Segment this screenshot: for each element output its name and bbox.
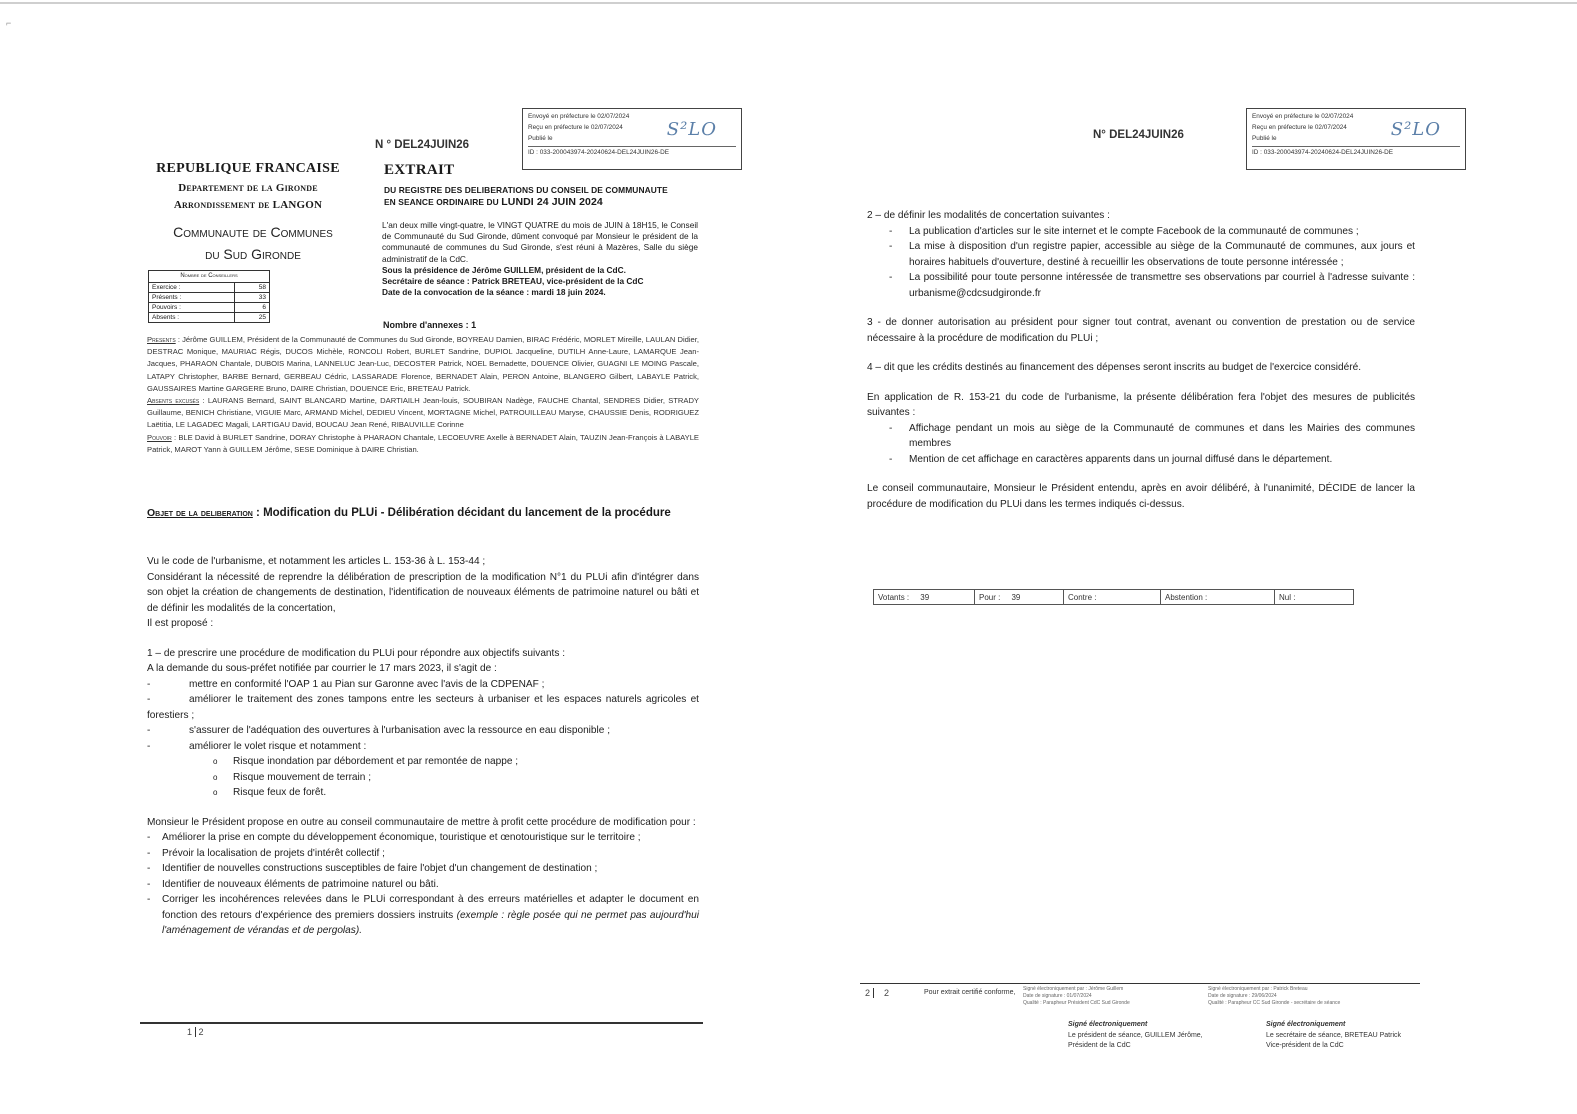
president-propose: Monsieur le Président propose en outre au conseil communautaire de mettre à profit cette procédure de modification pour : <box>147 816 696 828</box>
seance-line <box>384 196 704 208</box>
pouvoir-paragraph <box>147 432 699 456</box>
page-2 <box>860 0 1441 1114</box>
list-item: - Corriger les incohérences relevées dans le PLUi correspondant à des erreurs matérielles et adapter le document en fonction des retours d'expérience des premiers dossiers instruits (exemple : règle posée qui ne permet pas aujourd'hui l'aménagement de vérandas et de pergolas). <box>147 894 699 936</box>
intro-text: L'an deux mille vingt-quatre, le VINGT QUATRE du mois de JUIN à 18H15, le Conseil de Communauté du Sud Gironde, dûment convoqué par Monsieur le président de la communauté de communes du Sud Gironde, s'est réuni à Mazères, Salle du siège administratif de la CdC. <box>382 220 698 264</box>
list-item: - améliorer le volet risque et notamment : <box>147 740 367 752</box>
risk-item: o Risque mouvement de terrain ; <box>213 771 372 783</box>
point-2-intro: 2 – de définir les modalités de concertation suivantes : <box>867 210 1110 221</box>
list-item: - Prévoir la localisation de projets d'intérêt collectif ; <box>147 847 385 859</box>
objet-label: Objet de la deliberation <box>147 507 253 519</box>
seance-intro <box>382 220 698 298</box>
page-1 <box>140 0 717 1114</box>
page-total: 2 <box>873 988 889 998</box>
absents-label: Absents excusés <box>147 396 200 406</box>
list-item: - mettre en conformité l'OAP 1 au Pian sur Garonne avec l'avis de la CDPENAF ; <box>147 678 545 690</box>
deliberation-body-page1 <box>147 554 699 939</box>
count-label: Présents : <box>149 293 235 303</box>
count-value: 6 <box>235 303 270 313</box>
point-3: 3 - de donner autorisation au président pour signer tout contrat, avenant ou convention de prestation ou de service nécessaire à la procédure de modification du PLUi ; <box>867 317 1415 344</box>
count-row <box>149 303 270 313</box>
cdc-line-1: Communaute de Communes <box>173 224 333 240</box>
count-label: Absents : <box>149 313 235 323</box>
deliberation-number: N° DEL24JUIN26 <box>1093 129 1184 141</box>
sig1-title: Signé électroniquement <box>1068 1021 1148 1028</box>
stlo-signature: S²LO <box>1390 119 1441 140</box>
stamp-publie: Publié le <box>1252 135 1277 142</box>
republique-title: REPUBLIQUE FRANCAISE <box>156 161 340 176</box>
count-label: Pouvoirs : <box>149 303 235 313</box>
seance-prefix: EN SEANCE ORDINAIRE DU <box>384 197 499 207</box>
stamp-recu: Reçu en préfecture le 02/07/2024 <box>1252 124 1347 131</box>
list-item: - La publication d'articles sur le site internet et le compte Facebook de la communauté de communes ; <box>889 225 1359 237</box>
stamp-id: ID : 033-200043974-20240624-DEL24JUIN26-DE <box>528 146 736 158</box>
departement-title: Departement de la Gironde <box>178 182 318 194</box>
seance-date: LUNDI 24 JUIN 2024 <box>501 196 603 208</box>
stlo-signature: S²LO <box>666 119 717 140</box>
risk-item: o Risque inondation par débordement et par remontée de nappe ; <box>213 756 519 767</box>
councillors-count-table <box>148 270 270 323</box>
certifie-conforme: Pour extrait certifié conforme, <box>924 989 1016 996</box>
footer-rule <box>140 1022 703 1024</box>
extrait-title: EXTRAIT <box>384 162 455 178</box>
signature-president <box>1068 1020 1248 1052</box>
conclusion-text: Le conseil communautaire, Monsieur le Président entendu, après en avoir délibéré, à l'unanimité, DÉCIDE de lancer la procédure de modification du PLUi dans les termes indiqués ci-dessus. <box>867 483 1415 510</box>
list-item: - Améliorer la prise en compte du développement économique, touristique et œnotouristique sur le territoire ; <box>147 832 641 843</box>
count-value: 58 <box>235 283 270 293</box>
objet-heading <box>147 505 699 522</box>
list-item: - Affichage pendant un mois au siège de la Communauté de communes et dans les Mairies des communes membres <box>889 422 1415 449</box>
stamp-id: ID : 033-200043974-20240624-DEL24JUIN26-DE <box>1252 146 1460 158</box>
list-item: - Mention de cet affichage en caractères apparents dans un journal diffusé dans le département. <box>889 453 1333 465</box>
absents-list: : LAURANS Bernard, SAINT BLANCARD Martine, DARTIAILH Jean-louis, SOUBIRAN Nadège, FAUCHE Chantal, SENDRES Didier, STRADY Guillaume, BENICH Christiane, VIGUIE Marc, ARMAND Michel, DEDIEU Vincent, MORTAGNE Michel, PATROUILLEAU Maryse, CHAUSSIE Denis, RODRIGUEZ Laëtitia, LE LAGADEC Magali, LARTIGAU David, BOUCAU Jean René, RIBAUVILLE Corinne <box>147 396 699 430</box>
sig2-line2: Vice-président de la CdC <box>1266 1042 1344 1049</box>
vote-cell: Contre : <box>1064 590 1161 605</box>
application-text: En application de R. 153-21 du code de l'urbanisme, la présente délibération fera l'objet des mesures de publicités suivantes : <box>867 391 1415 418</box>
scan-mark: ⌐ <box>6 18 12 28</box>
stamp-envoye: Envoyé en préfecture le 02/07/2024 <box>528 113 630 120</box>
counts-title: Nombre de Conseillers <box>149 271 270 283</box>
sig2-line1: Le secrétaire de séance, BRETEAU Patrick <box>1266 1031 1402 1039</box>
list-item: - améliorer le traitement des zones tampons entre les secteurs à urbaniser et les espaces naturels agricoles et forestiers ; <box>147 694 699 721</box>
deliberation-number: N ° DEL24JUIN26 <box>375 139 470 151</box>
absents-paragraph <box>147 395 699 432</box>
considerant-text: Considérant la nécessité de reprendre la délibération de prescription de la modification N°1 du PLUi afin d'intégrer dans son objet la création de changements de destination, l'identification de nouveaux éléments de patrimoine naturel ou bâti et de définir les modalités de la concertation, <box>147 571 699 614</box>
cdc-name <box>140 221 366 265</box>
point-1-intro: 1 – de prescrire une procédure de modification du PLUi pour répondre aux objectifs suivants : <box>147 647 566 659</box>
propose-text: Il est proposé : <box>147 618 214 629</box>
presents-list: : Jérôme GUILLEM, Président de la Communauté de Communes du Sud Gironde, BOYREAU Damien, BIRAC Frédéric, MORLET Mireille, LAULAN Didier, DESTRAC Monique, MAURIAC Régis, DUCOS Michèle, RONCOLI Robert, BURLET Sandrine, DUPIOL Jacqueline, DUTILH Anne-Laure, LAMARQUE Jean-Jacques, PHARAON Chantale, DUBOIS Marina, LANNELUC Jean-Luc, DECOSTER Patrick, NOEL Bernadette, DOUENCE Olivier, GUAGNI LE MOING Pascale, LATAPY Christopher, BARBE Bernard, GERBEAU Cédric, LASSARADE Florence, BERNADET Alain, PERON Antoine, BLANGERO Gilbert, LABAYLE Patrick, GAUSSAIRES Martine GARGERE Bruno, DAIRE Christian, DOUENCE Eric, BRETEAU Patrick. <box>147 335 699 393</box>
presents-label: Presents <box>147 335 176 344</box>
list-item: - La mise à disposition d'un registre papier, accessible au siège de la Communauté de communes, aux jours et horaires habituels d'ouverture, destiné à recueillir les observations de toute personne intéressée ; <box>889 241 1415 268</box>
prefecture-stamp <box>1246 108 1466 170</box>
stamp-envoye: Envoyé en préfecture le 02/07/2024 <box>1252 113 1354 120</box>
page-current: 2 <box>865 988 871 998</box>
count-value: 25 <box>235 313 270 323</box>
vote-cell: Pour : 39 <box>975 590 1064 605</box>
count-label: Exercice : <box>149 283 235 293</box>
registre-heading <box>384 184 704 208</box>
count-value: 33 <box>235 293 270 303</box>
stamp-publie: Publié le <box>528 135 553 142</box>
vu-text: Vu le code de l'urbanisme, et notamment les articles L. 153-36 à L. 153-44 ; <box>147 556 486 567</box>
header-republique <box>148 161 348 211</box>
risk-item: o Risque feux de forêt. <box>213 787 327 798</box>
attendance-lists <box>147 334 699 456</box>
sig2-title: Signé électroniquement <box>1266 1021 1346 1028</box>
pouvoir-label: Pouvoir <box>147 432 172 442</box>
presidence-text: Sous la présidence de Jérôme GUILLEM, président de la CdC. <box>382 264 626 275</box>
list-item: - Identifier de nouvelles constructions susceptibles de faire l'objet d'un changement de destination ; <box>147 863 598 874</box>
signature-secretaire <box>1266 1020 1426 1052</box>
point-1-demande: A la demande du sous-préfet notifiée par courrier le 17 mars 2023, il s'agit de : <box>147 663 497 674</box>
signature-1-meta: Signé électroniquement par : Jérôme Guillem Date de signature : 01/07/2024 Qualité : Parapheur Président CdC Sud Gironde <box>1023 986 1130 1006</box>
convocation-text: Date de la convocation de la séance : mardi 18 juin 2024. <box>382 287 606 298</box>
vote-cell: Votants : 39 <box>874 590 975 605</box>
footer-rule <box>860 983 1420 984</box>
vote-cell: Abstention : <box>1161 590 1275 605</box>
vote-cell: Nul : <box>1275 590 1354 605</box>
prefecture-stamp <box>522 108 742 170</box>
secretaire-text: Secrétaire de séance : Patrick BRETEAU, vice-président de la CdC <box>382 276 644 287</box>
count-row <box>149 293 270 303</box>
signature-2-meta: Signé électroniquement par : Patrick Breteau Date de signature : 29/06/2024 Qualité : Parapheur CC Sud Gironde - secrétaire de séance <box>1208 986 1341 1006</box>
page-total: 2 <box>195 1027 204 1037</box>
pouvoir-list: : BLE David à BURLET Sandrine, DORAY Christophe à PHARAON Chantale, LECOEUVRE Axelle à BERNADET Alain, TAUZIN Jean-François à LABAYLE Patrick, MAROT Yann à GUILLEM Jérôme, SESE Dominique à DAIRE Christian. <box>147 432 699 454</box>
list-item: - s'assurer de l'adéquation des ouvertures à l'urbanisation avec la ressource en eau disponible ; <box>147 725 611 736</box>
arrondissement-title: Arrondissement de LANGON <box>173 199 323 211</box>
registre-line: DU REGISTRE DES DELIBERATIONS DU CONSEIL DE COMMUNAUTE <box>384 185 668 195</box>
page-current: 1 <box>187 1027 193 1037</box>
votes-table <box>873 589 1354 605</box>
count-row <box>149 313 270 323</box>
point-4: 4 – dit que les crédits destinés au financement des dépenses seront inscrits au budget de l'exercice considéré. <box>867 362 1362 373</box>
objet-text: : Modification du PLUi - Délibération décidant du lancement de la procédure <box>252 507 671 519</box>
list-item: - Identifier de nouveaux éléments de patrimoine naturel ou bâti. <box>147 878 439 890</box>
list-item: - La possibilité pour toute personne intéressée de transmettre ses observations par courriel à l'adresse suivante : urbanisme@cdcsudgironde.fr <box>889 272 1415 299</box>
cdc-line-2: du Sud Gironde <box>205 246 301 262</box>
page-number <box>187 1027 204 1037</box>
sig1-line1: Le président de séance, GUILLEM Jérôme, <box>1068 1031 1203 1039</box>
stamp-recu: Reçu en préfecture le 02/07/2024 <box>528 124 623 131</box>
page-number <box>865 988 889 998</box>
presents-paragraph <box>147 334 699 395</box>
deliberation-body-page2 <box>867 208 1415 512</box>
annexes-count: Nombre d'annexes : 1 <box>383 320 477 330</box>
count-row <box>149 283 270 293</box>
sig1-line2: Président de la CdC <box>1068 1042 1131 1049</box>
